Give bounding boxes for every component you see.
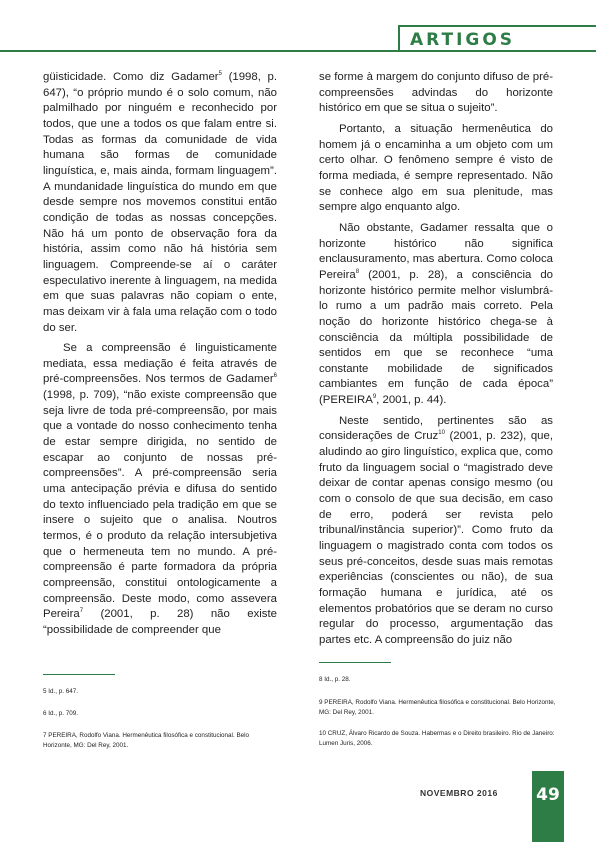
footnote-rule: [319, 662, 391, 663]
paragraph: se forme à margem do conjunto difuso de pré-compreensões advindas do horizonte histórico em que se situa o sujeito”.: [319, 71, 553, 115]
footnote: 6 Id., p. 709.: [43, 710, 79, 717]
left-column: [43, 70, 277, 639]
footnote: 8 Id., p. 28.: [319, 676, 351, 683]
footnote: 9 PEREIRA, Rodolfo Viana. Hermenêutica filosófica e constitucional. Belo Horizonte, MG: Del Rey, 2001.: [319, 699, 556, 716]
footnote: 7 PEREIRA, Rodolfo Viana. Hermenêutica filosófica e constitucional. Belo Horizonte, MG: Del Rey, 2001.: [43, 732, 250, 749]
paragraph: Portanto, a situação hermenêutica do homem já o encaminha a um objeto com um certo olhar. O fenômeno sempre é visto de forma mediada, é sempre representado. Não se conhece algo em sua plenitude, mas sempre algo enquanto algo.: [319, 122, 553, 214]
paragraph: güisticidade. Como diz Gadamer$^5$ (1998, p. 647), “o próprio mundo é o solo comum, não palmilhado por ninguém e reconhecido por todos, que une a todos os que falam entre si. Todas as formas da comunidade de vida humana são formas de comunidade linguística, e, mais ainda, formam linguagem”. A mundanidade linguística do mundo em que desde sempre nos movemos constitui então condição de todas as nossas concepções. Não há um ponto de observação fora da história, assim como não há história sem linguagem. Compreende-se aí o caráter especulativo inerente à linguagem, na medida em que suas palavras não copiam o ente, mas deixam vir à fala uma relação com o todo do ser.: [43, 71, 277, 334]
right-column: [319, 70, 553, 649]
paragraph: Neste sentido, pertinentes são as considerações de Cruz$^{10}$ (2001, p. 232), que, aludindo ao giro linguístico, explica que, como fruto da linguagem social o “magistrado deve deixar de contar apenas consigo mesmo (ou com o consolo de que sua decisão, em caso de erro, poderá ser revista pelo tribunal/instância superior)”. Como fruto da linguagem o magistrado conta com todos os seus pré-conceitos, desde suas mais remotas experiências (conscientes ou não), de sua formação humana e jurídica, até os elementos probatórios que se deram no curso regular do processo, argumentação das partes etc. A compreensão do juiz não: [319, 414, 554, 646]
footnote: 10 CRUZ, Álvaro Ricardo de Souza. Habermas e o Direito brasileiro. Rio de Janeiro: Lumen Juris, 2006.: [319, 730, 555, 747]
footer-date: NOVEMBRO 2016: [420, 788, 498, 798]
paragraph: Se a compreensão é linguisticamente mediata, essa mediação é feita através de pré-compreensões. Nos termos de Gadamer$^6$ (1998, p. 709), “não existe compreensão que seja livre de toda pré-compreensão, por mais que a vontade do nosso conhecimento tenha de estar sempre dirigida, no sentido de escapar ao conjunto de nossas pré-compreensões”. A pré-compreensão seria uma antecipação prévia e difusa do sentido do texto influenciado pela tradição em que se insere o sujeito que o analisa. Noutros termos, é o produto da relação intersubjetiva que o hermeneuta tem no mundo. A pré-compreensão é parte formadora da própria compreensão, constitui ontologicamente a compreensão. Deste modo, como assevera Pereira$^7$ (2001, p. 28) não existe “possibilidade de compreender que: [43, 342, 277, 636]
footnote-rule: [43, 674, 115, 675]
section-title: ARTIGOS: [410, 30, 516, 50]
footnote: 5 Id., p. 647.: [43, 688, 79, 695]
page-number-box: [532, 771, 564, 842]
section-tag: [398, 25, 596, 52]
page-number: 49: [536, 785, 560, 805]
header-rule: [0, 50, 398, 52]
paragraph: Não obstante, Gadamer ressalta que o horizonte histórico não significa enclausuramento, mas abertura. Como coloca Pereira$^8$ (2001, p. 28), a consciência do horizonte histórico permite melhor vislumbrá-lo rumo a um padrão mais correto. Pela noção do horizonte histórico chega-se à consciência da múltipla possibilidade de sentidos em que se reconhece “uma constante mobilidade de significados cambiantes em função de cada época” (PEREIRA$^9$, 2001, p. 44).: [319, 221, 553, 407]
